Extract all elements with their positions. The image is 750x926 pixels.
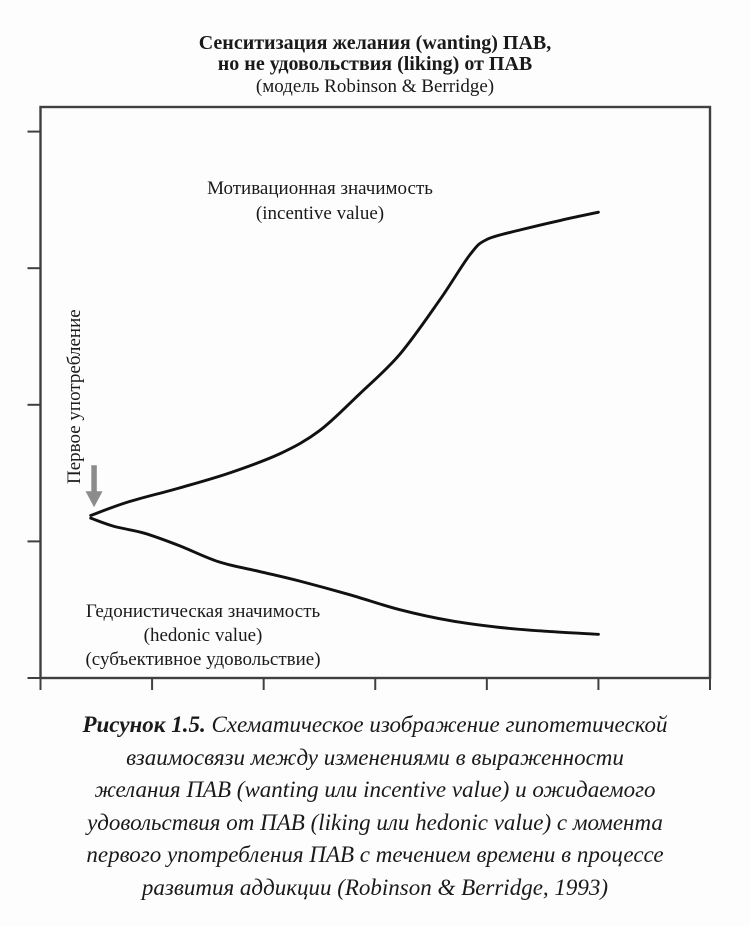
caption-line3: желания ПАВ (wanting или incentive value) и ожидаемого (94, 777, 656, 802)
y-axis-ticks (28, 132, 41, 678)
caption-line2: взаимосвязи между изменениями в выраженности (126, 744, 624, 770)
liking-label-line3: (субъективное удовольствие) (85, 649, 321, 670)
wanting-label-line1: Мотивационная значимость (207, 178, 433, 199)
figure-title-line1: Сенситизация желания (wanting) ПАВ, (198, 32, 552, 54)
figure-title-line2: но не удовольствия (liking) от ПАВ (217, 53, 533, 75)
liking-curve-label (30, 600, 376, 672)
wanting-label-line2: (incentive value) (255, 203, 385, 224)
figure-title-model: (модель Robinson & Berridge) (255, 76, 495, 97)
wanting-curve-label (120, 176, 520, 226)
liking-label-line2: (hedonic value) (143, 625, 263, 646)
x-axis-ticks (41, 678, 711, 690)
liking-label-line1: Гедонистическая значимость (85, 601, 321, 622)
figure-caption (25, 709, 725, 904)
caption-figure-number: Рисунок 1.5. (82, 712, 206, 737)
first-use-arrow-icon (86, 465, 103, 507)
wanting-curve (91, 212, 599, 515)
caption-line1-text: Схематическое изображение гипотетической (205, 712, 668, 737)
caption-line4: удовольствия от ПАВ (liking или hedonic value) с момента (87, 809, 663, 835)
caption-line5: первого употребления ПАВ с течением времени в процессе (86, 842, 664, 867)
caption-line1 (25, 709, 725, 742)
first-use-label: Первое употребление (64, 309, 85, 484)
caption-line6: развития аддикции (Robinson & Berridge, 1993) (141, 874, 609, 900)
